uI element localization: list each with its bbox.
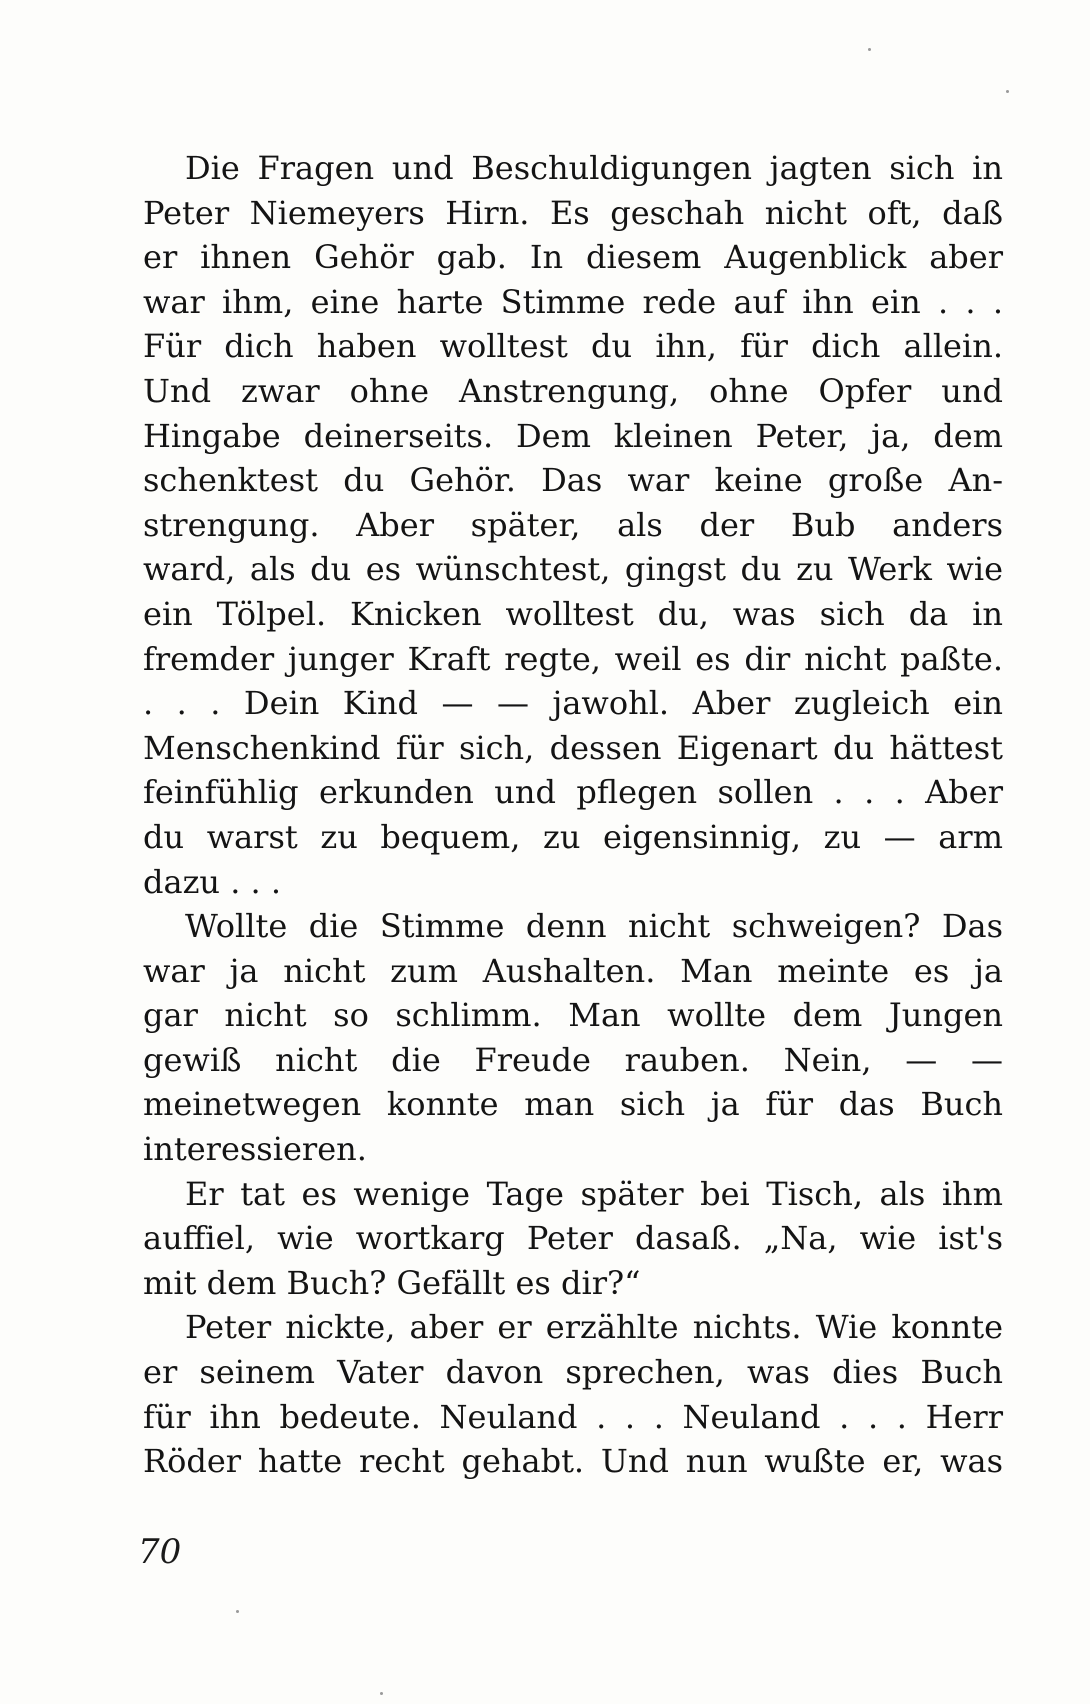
text-line: schenktest du Gehör. Das war keine große An-: [143, 461, 1003, 500]
text-line: feinfühlig erkunden und pflegen sollen . . . Aber: [143, 773, 1003, 812]
text-line: Peter nickte, aber er erzählte nichts. Wie konnte: [185, 1308, 1003, 1347]
speck: [380, 1692, 383, 1695]
text-line: Die Fragen und Beschuldigungen jagten sich in: [185, 149, 1003, 187]
text-line: auffiel, wie wortkarg Peter dasaß. „Na, wie ist's: [143, 1219, 1003, 1258]
body-text: [143, 146, 1003, 1484]
text-line: gewiß nicht die Freude rauben. Nein, — —: [143, 1040, 1003, 1079]
text-line: du warst zu bequem, zu eigensinnig, zu — arm: [143, 817, 1003, 856]
text-line: er ihnen Gehör gab. In diesem Augenblick aber: [143, 238, 1003, 277]
text-line: Hingabe deinerseits. Dem kleinen Peter, ja, dem: [143, 416, 1003, 455]
text-line: meinetwegen konnte man sich ja für das Buch: [143, 1085, 1003, 1124]
text-line: . . . Dein Kind — — jawohl. Aber zugleich ein: [143, 684, 1003, 723]
text-line: Röder hatte recht gehabt. Und nun wußte er, was: [143, 1442, 1003, 1481]
text-line: Er tat es wenige Tage später bei Tisch, als ihm: [185, 1174, 1003, 1213]
text-line: mit dem Buch? Gefällt es dir?“: [143, 1263, 641, 1302]
page-number: 70: [138, 1532, 182, 1572]
text-line: für ihn bedeute. Neuland . . . Neuland . . . Herr: [143, 1397, 1003, 1436]
speck: [868, 48, 871, 51]
text-line: interessieren.: [143, 1130, 367, 1169]
text-line: Wollte die Stimme denn nicht schweigen? Das: [185, 907, 1003, 946]
text-line: Menschenkind für sich, dessen Eigenart du hättest: [143, 728, 1003, 767]
speck: [1006, 90, 1009, 93]
text-line: strengung. Aber später, als der Bub anders: [143, 505, 1003, 544]
text-line: Und zwar ohne Anstrengung, ohne Opfer und: [143, 371, 1003, 410]
text-line: war ihm, eine harte Stimme rede auf ihn ein . . .: [143, 282, 1003, 321]
text-line: ward, als du es wünschtest, gingst du zu Werk wie: [143, 550, 1003, 589]
text-line: er seinem Vater davon sprechen, was dies Buch: [143, 1353, 1003, 1392]
text-line: fremder junger Kraft regte, weil es dir nicht paßte.: [143, 639, 1003, 678]
text-line: ein Tölpel. Knicken wolltest du, was sich da in: [143, 594, 1003, 633]
text-line: Für dich haben wolltest du ihn, für dich allein.: [143, 327, 1003, 366]
text-line: war ja nicht zum Aushalten. Man meinte es ja: [143, 951, 1003, 990]
text-line: Peter Niemeyers Hirn. Es geschah nicht oft, daß: [143, 193, 1003, 232]
text-line: dazu . . .: [143, 862, 282, 901]
text-line: gar nicht so schlimm. Man wollte dem Jungen: [143, 996, 1003, 1035]
speck: [236, 1610, 239, 1613]
